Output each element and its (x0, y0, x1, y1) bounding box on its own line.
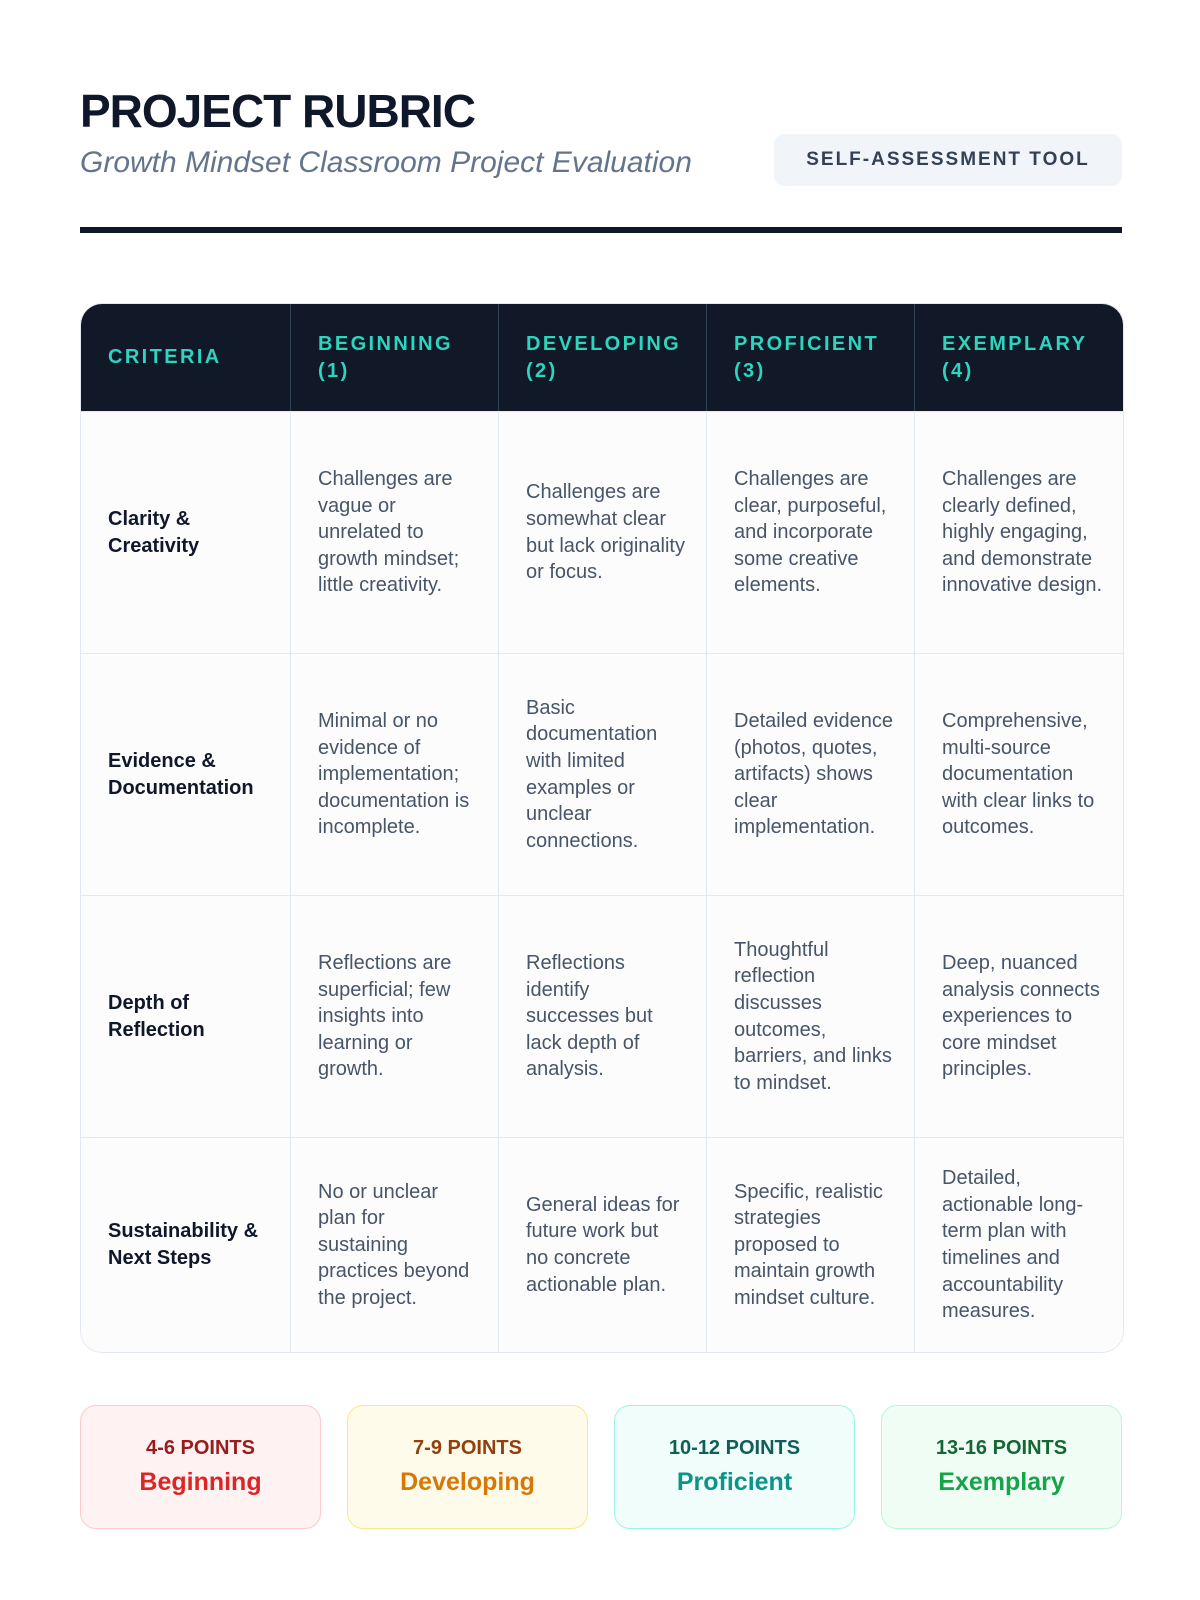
page-subtitle: Growth Mindset Classroom Project Evaluation (80, 146, 692, 179)
exemplary-cell: Deep, nuanced analysis connects experiences to core mindset principles. (914, 896, 1123, 1137)
score-range: 13-16 POINTS (935, 1437, 1068, 1459)
score-level: Proficient (676, 1468, 793, 1496)
score-range: 10-12 POINTS (668, 1437, 801, 1459)
header-divider (80, 227, 1122, 233)
scoring-legend (80, 1405, 1122, 1529)
score-level: Exemplary (938, 1468, 1065, 1496)
criterion-cell: Depth of Reflection (108, 991, 205, 1041)
proficient-cell: Challenges are clear, purposeful, and incorporate some creative elements. (706, 412, 914, 653)
table-row (81, 895, 1123, 1137)
exemplary-cell: Challenges are clearly defined, highly engaging, and demonstrate innovative design. (914, 412, 1123, 653)
developing-cell: Basic documentation with limited examples or unclear connections. (498, 654, 706, 895)
score-level: Beginning (139, 1468, 262, 1496)
column-header-criteria: CRITERIA (108, 346, 222, 368)
score-range: 7-9 POINTS (413, 1437, 522, 1459)
criterion-cell: Evidence & Documentation (108, 749, 254, 799)
proficient-cell: Detailed evidence (photos, quotes, artifacts) shows clear implementation. (706, 654, 914, 895)
rubric-table (80, 303, 1124, 1353)
beginning-cell: Challenges are vague or unrelated to growth mindset; little creativity. (290, 412, 498, 653)
score-level: Developing (400, 1468, 535, 1496)
score-card-beginning (80, 1405, 321, 1529)
page (80, 0, 1122, 230)
column-header-developing: DEVELOPING (2) (498, 304, 706, 411)
table-row (81, 653, 1123, 895)
table-row (81, 411, 1123, 653)
developing-cell: Challenges are somewhat clear but lack originality or focus. (498, 412, 706, 653)
self-assessment-badge: SELF-ASSESSMENT TOOL (774, 134, 1122, 186)
developing-cell: Reflections identify successes but lack depth of analysis. (498, 896, 706, 1137)
beginning-cell: Reflections are superficial; few insights into learning or growth. (290, 896, 498, 1137)
beginning-cell: No or unclear plan for sustaining practices beyond the project. (290, 1138, 498, 1352)
proficient-cell: Specific, realistic strategies proposed to maintain growth mindset culture. (706, 1138, 914, 1352)
score-card-proficient (614, 1405, 855, 1529)
score-range: 4-6 POINTS (146, 1437, 255, 1459)
developing-cell: General ideas for future work but no concrete actionable plan. (498, 1138, 706, 1352)
score-card-exemplary (881, 1405, 1122, 1529)
criterion-cell: Sustainability & Next Steps (108, 1220, 259, 1269)
rubric-header-row (81, 304, 1123, 411)
exemplary-cell: Comprehensive, multi-source documentation with clear links to outcomes. (914, 654, 1123, 895)
beginning-cell: Minimal or no evidence of implementation; documentation is incomplete. (290, 654, 498, 895)
criterion-cell: Clarity & Creativity (108, 507, 200, 557)
header (80, 0, 1122, 230)
column-header-exemplary: EXEMPLARY (4) (914, 304, 1123, 411)
score-card-developing (347, 1405, 588, 1529)
exemplary-cell: Detailed, actionable long-term plan with timelines and accountability measures. (914, 1138, 1123, 1352)
column-header-beginning: BEGINNING (1) (290, 304, 498, 411)
proficient-cell: Thoughtful reflection discusses outcomes, barriers, and links to mindset. (706, 896, 914, 1137)
column-header-proficient: PROFICIENT (3) (706, 304, 914, 411)
page-title: PROJECT RUBRIC (80, 85, 475, 137)
table-row (81, 1137, 1123, 1352)
